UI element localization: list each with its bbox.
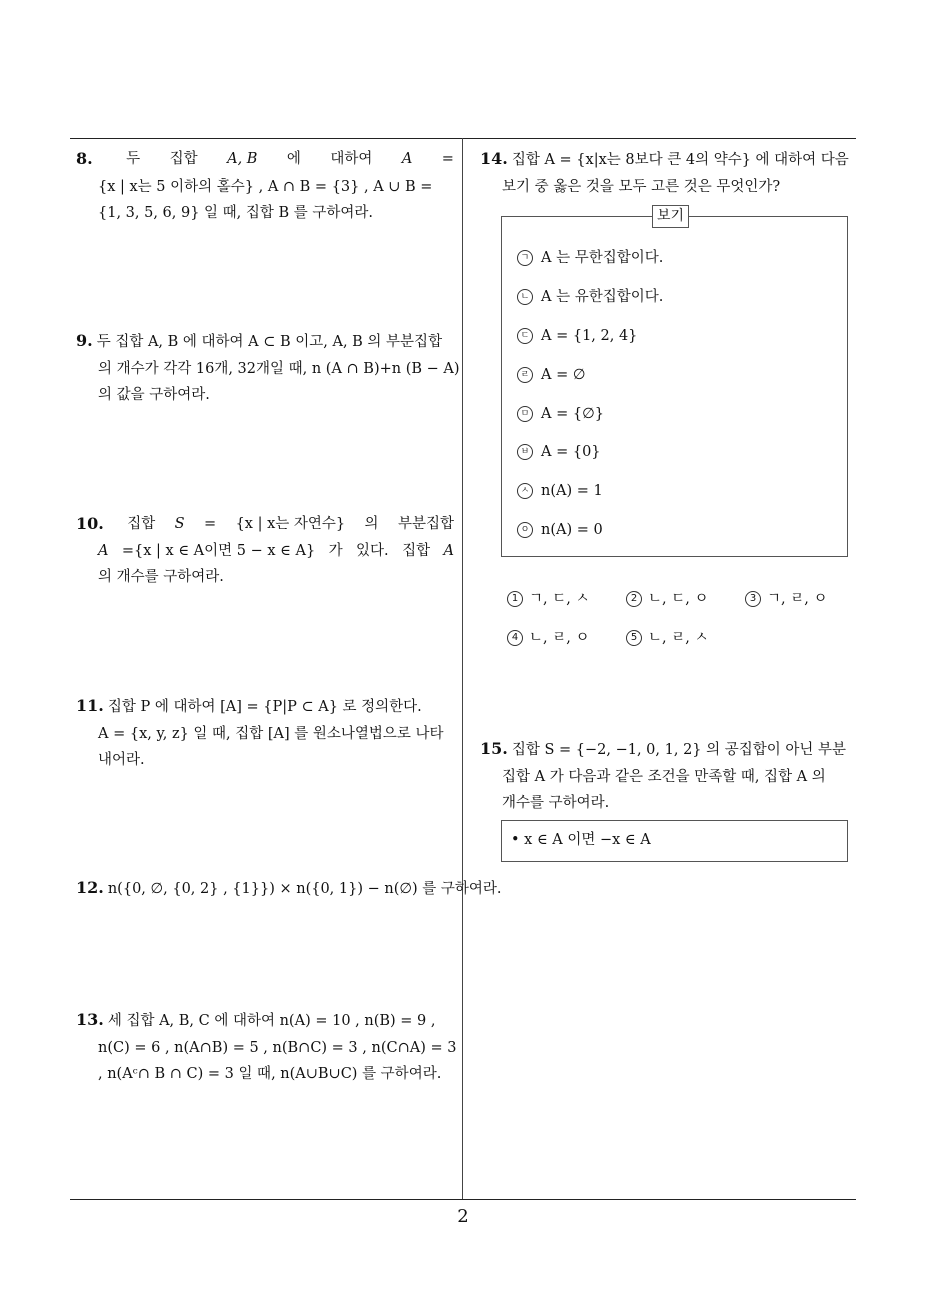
choice-number-icon: 5	[626, 630, 642, 646]
problem-13-line1	[76, 1007, 456, 1035]
choice-1[interactable]	[507, 589, 589, 609]
choice-text: ㄴ, ㄹ, ㅅ	[648, 630, 709, 646]
word: 가	[328, 542, 343, 559]
choice-2[interactable]	[626, 589, 708, 609]
bogi-item	[517, 442, 601, 462]
top-rule	[70, 138, 856, 139]
problem-14	[480, 146, 860, 200]
problem-number: 14.	[480, 149, 508, 168]
problem-15-line3: 개수를 구하여라.	[502, 795, 610, 811]
problem-number: 11.	[76, 696, 104, 715]
word: A, B	[227, 151, 258, 167]
problem-number: 12.	[76, 878, 104, 897]
circled-mark-icon: ㄹ	[517, 367, 533, 383]
bogi-item-text: n(A) = 1	[541, 483, 603, 499]
bogi-item	[517, 326, 637, 346]
word: A	[401, 151, 413, 167]
circled-mark-icon: ㅂ	[517, 444, 533, 460]
problem-8-line1	[76, 146, 454, 174]
problem-11	[76, 693, 456, 774]
bogi-item-text: A = {0}	[541, 444, 601, 460]
word: 있다.	[356, 542, 389, 559]
choice-text: ㄴ, ㄹ, ㅇ	[529, 630, 590, 646]
bottom-rule	[70, 1199, 856, 1200]
problem-14-line1	[480, 146, 860, 174]
bogi-item-text: n(A) = 0	[541, 522, 603, 538]
choice-text: ㄴ, ㄷ, ㅇ	[648, 591, 709, 607]
choice-number-icon: 4	[507, 630, 523, 646]
word: =	[441, 151, 454, 167]
word: A	[98, 542, 109, 559]
word: A	[443, 542, 454, 559]
word: 집합	[127, 516, 156, 532]
choice-number-icon: 1	[507, 591, 523, 607]
condition-text: • x ∈ A 이면 −x ∈ A	[511, 832, 651, 848]
problem-text: 집합 A = {x|x는 8보다 큰 4의 약수} 에 대하여 다음	[511, 152, 849, 168]
problem-10-line3: 의 개수를 구하여라.	[98, 569, 224, 585]
problem-number: 8.	[76, 149, 93, 168]
problem-9-line2: 의 개수가 각각 16개, 32개일 때, n (A ∩ B)+n (B − A)	[98, 360, 460, 377]
problem-text: 세 집합 A, B, C 에 대하여 n(A) = 10 , n(B) = 9 ,	[107, 1013, 436, 1029]
problem-15-line2: 집합 A 가 다음과 같은 조건을 만족할 때, 집합 A 의	[502, 768, 826, 785]
problem-text: n({0, ∅, {0, 2} , {1}}) × n({0, 1}) − n(∅) 를 구하여라.	[107, 881, 502, 897]
word: ={x | x ∈ A이면 5 − x ∈ A}	[121, 542, 316, 559]
bogi-item	[517, 287, 663, 307]
bogi-item	[517, 365, 585, 385]
bogi-item	[517, 481, 603, 501]
bogi-item-text: A = {∅}	[541, 406, 604, 422]
word: 의	[364, 516, 379, 532]
problem-12	[76, 875, 502, 903]
choice-3[interactable]	[745, 589, 827, 609]
circled-mark-icon: ㅇ	[517, 522, 533, 538]
problem-8-line3: {1, 3, 5, 6, 9} 일 때, 집합 B 를 구하여라.	[98, 205, 374, 221]
circled-mark-icon: ㄱ	[517, 250, 533, 266]
problem-13-line2: n(C) = 6 , n(A∩B) = 5 , n(B∩C) = 3 , n(C∩A) = 3	[98, 1039, 457, 1056]
problem-text: 집합 P 에 대하여 [A] = {P|P ⊂ A} 로 정의한다.	[107, 699, 422, 715]
word: 두	[126, 151, 141, 167]
word: 집합	[402, 542, 431, 559]
bogi-item-text: A = {1, 2, 4}	[541, 328, 638, 344]
problem-14-line2: 보기 중 옳은 것을 모두 고른 것은 무엇인가?	[502, 178, 781, 195]
word: 에	[286, 151, 301, 167]
word: =	[204, 516, 217, 532]
choice-4[interactable]	[507, 628, 589, 648]
problem-15-line1	[480, 736, 860, 764]
problem-13-line3: , n(Aᶜ∩ B ∩ C) = 3 일 때, n(A∪B∪C) 를 구하여라.	[98, 1066, 442, 1082]
problem-8	[76, 146, 454, 227]
bogi-item	[517, 248, 663, 268]
problem-11-line2: A = {x, y, z} 일 때, 집합 [A] 를 원소나열법으로 나타	[98, 725, 444, 742]
word: {x | x는 자연수}	[235, 516, 346, 532]
bogi-item-text: A = ∅	[541, 367, 586, 383]
problem-10-line1	[76, 511, 454, 538]
problem-11-line1	[76, 693, 456, 721]
problem-text: 집합 S = {−2, −1, 0, 1, 2} 의 공집합이 아닌 부분	[511, 742, 847, 758]
choice-5[interactable]	[626, 628, 708, 648]
problem-8-line2: {x | x는 5 이하의 홀수} , A ∩ B = {3} , A ∪ B =	[98, 178, 433, 195]
problem-9-line3: 의 값을 구하여라.	[98, 387, 210, 403]
choice-number-icon: 3	[745, 591, 761, 607]
problem-15	[480, 736, 860, 817]
choice-text: ㄱ, ㄹ, ㅇ	[767, 591, 828, 607]
problem-number: 15.	[480, 739, 508, 758]
word: 부분집합	[397, 516, 454, 532]
bogi-title: 보기	[652, 205, 689, 228]
problem-number: 13.	[76, 1010, 104, 1029]
bogi-item	[517, 404, 604, 424]
problem-10	[76, 511, 454, 591]
word: S	[174, 516, 185, 532]
problem-number: 10.	[76, 514, 104, 533]
word: 집합	[169, 151, 198, 167]
circled-mark-icon: ㅅ	[517, 483, 533, 499]
problem-10-line2	[76, 538, 454, 565]
circled-mark-icon: ㄷ	[517, 328, 533, 344]
column-divider	[462, 138, 463, 1199]
circled-mark-icon: ㄴ	[517, 289, 533, 305]
problem-number: 9.	[76, 331, 93, 350]
bogi-item-text: A 는 유한집합이다.	[541, 289, 664, 305]
page-number: 2	[457, 1206, 469, 1227]
bogi-item	[517, 520, 603, 540]
problem-9	[76, 328, 460, 409]
problem-12-line1	[76, 875, 502, 903]
choice-text: ㄱ, ㄷ, ㅅ	[529, 591, 590, 607]
problem-text: 두 집합 A, B 에 대하여 A ⊂ B 이고, A, B 의 부분집합	[96, 334, 443, 350]
bogi-item-text: A 는 무한집합이다.	[541, 250, 664, 266]
problem-9-line1	[76, 328, 456, 356]
problem-11-line3: 내어라.	[98, 752, 145, 768]
choice-number-icon: 2	[626, 591, 642, 607]
problem-13	[76, 1007, 456, 1088]
circled-mark-icon: ㅁ	[517, 406, 533, 422]
word: 대하여	[330, 151, 373, 167]
